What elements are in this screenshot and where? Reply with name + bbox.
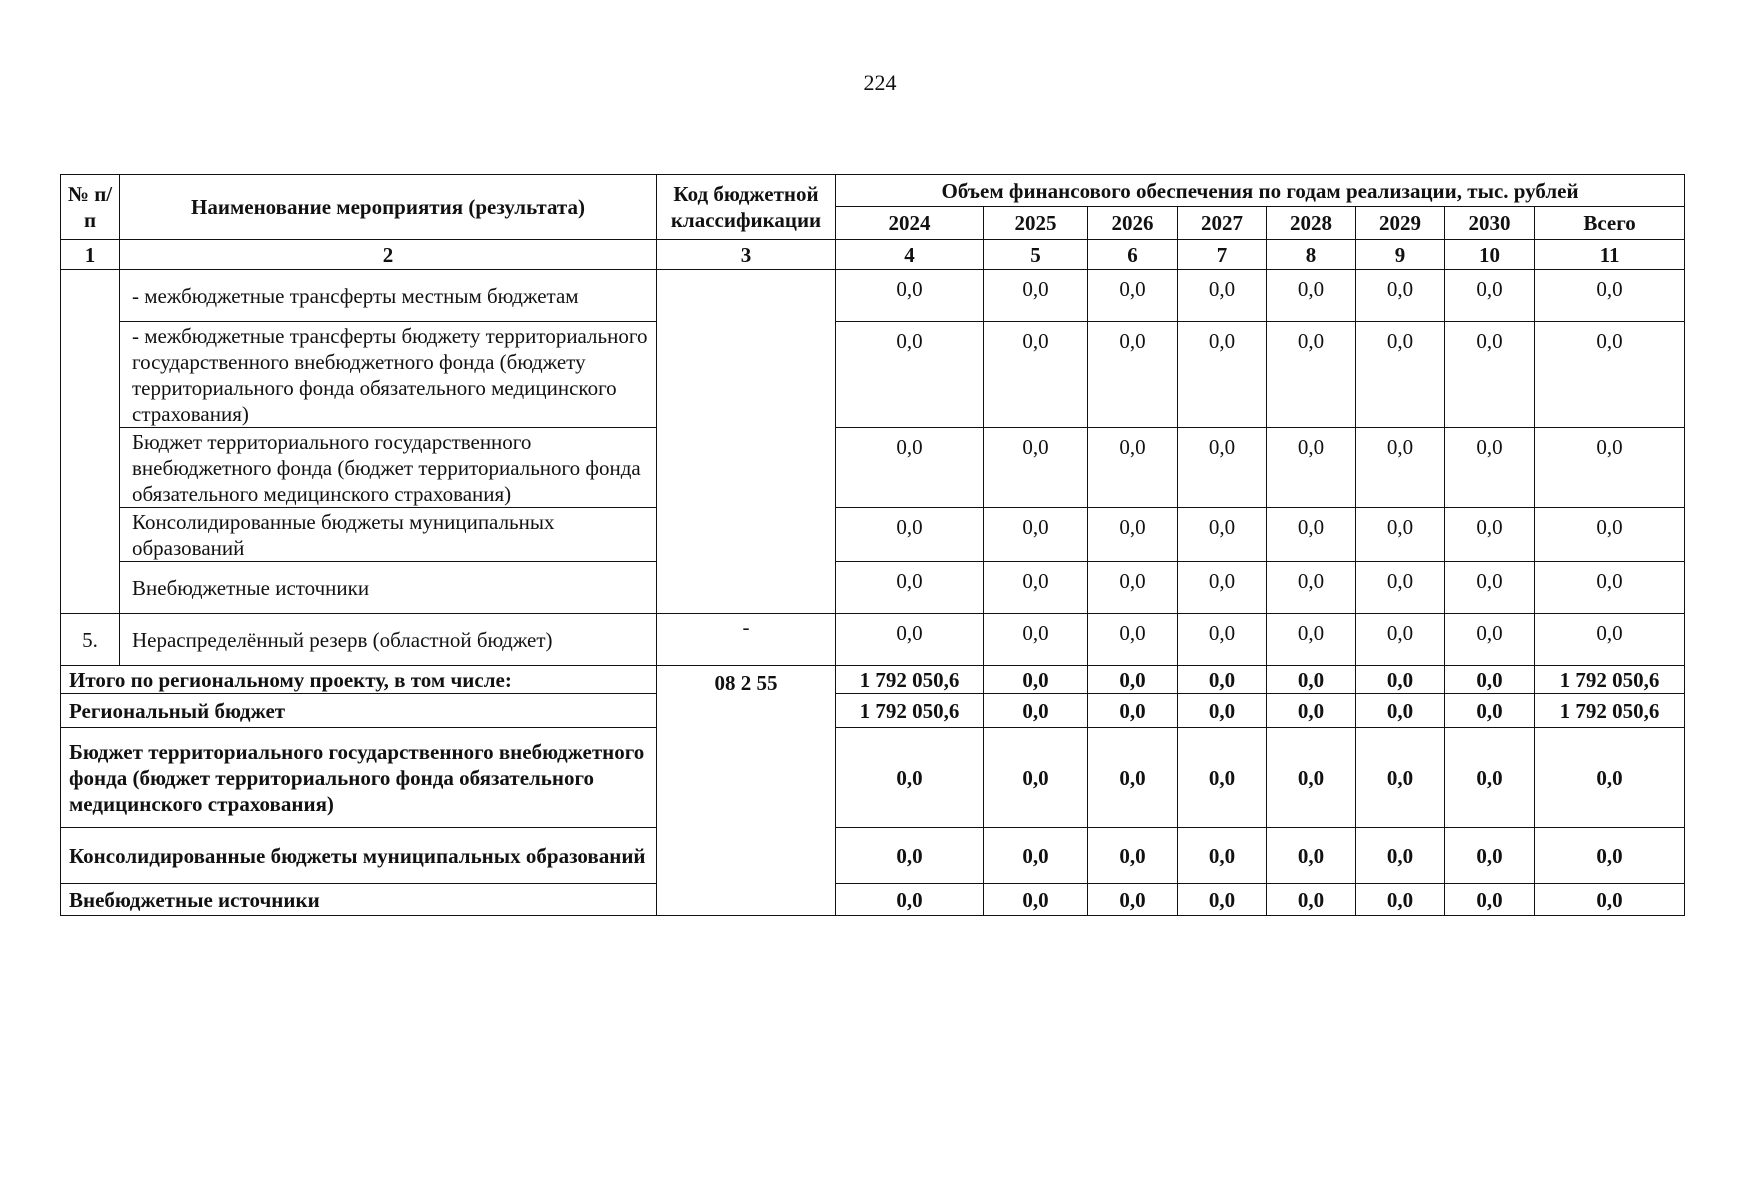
total-value: 0,0: [984, 884, 1088, 916]
value-cell: 0,0: [836, 428, 984, 508]
table-row: [61, 614, 1685, 666]
header-total: Всего: [1535, 207, 1685, 240]
total-value: 0,0: [1178, 694, 1267, 728]
total-name: Итого по региональному проекту, в том числе:: [61, 666, 657, 694]
column-index: 9: [1356, 240, 1445, 270]
column-index: 7: [1178, 240, 1267, 270]
value-cell: 0,0: [1178, 322, 1267, 428]
table-row: [61, 322, 1685, 428]
total-value: 0,0: [1535, 828, 1685, 884]
value-cell: 0,0: [1445, 322, 1535, 428]
total-name: Региональный бюджет: [61, 694, 657, 728]
table-row: [61, 270, 1685, 322]
value-cell: 0,0: [1356, 270, 1445, 322]
value-cell: 0,0: [1267, 562, 1356, 614]
total-value: 0,0: [1445, 728, 1535, 828]
total-value: 0,0: [1356, 884, 1445, 916]
total-value: 0,0: [1088, 694, 1178, 728]
total-value: 0,0: [984, 694, 1088, 728]
column-index: 5: [984, 240, 1088, 270]
total-value: 1 792 050,6: [836, 666, 984, 694]
total-value: 0,0: [1267, 728, 1356, 828]
header-year: 2027: [1178, 207, 1267, 240]
header-year: 2028: [1267, 207, 1356, 240]
value-cell: 0,0: [1356, 508, 1445, 562]
header-year: 2025: [984, 207, 1088, 240]
total-value: 0,0: [1088, 884, 1178, 916]
column-index: 3: [657, 240, 836, 270]
budget-table: [60, 174, 1685, 916]
total-value: 0,0: [836, 884, 984, 916]
value-cell: 0,0: [984, 508, 1088, 562]
header-year: 2029: [1356, 207, 1445, 240]
value-cell: 0,0: [836, 270, 984, 322]
total-value: 0,0: [1356, 694, 1445, 728]
header-num: № п/п: [61, 175, 120, 240]
total-value: 0,0: [1267, 666, 1356, 694]
page-number: 224: [863, 70, 897, 95]
value-cell: 0,0: [1535, 562, 1685, 614]
value-cell: 0,0: [1267, 428, 1356, 508]
value-cell: 0,0: [1445, 270, 1535, 322]
row-name: Нераспределённый резерв (областной бюджет): [120, 614, 657, 666]
table-row: [61, 428, 1685, 508]
column-index-row: [61, 240, 1685, 270]
value-cell: 0,0: [984, 614, 1088, 666]
total-value: 0,0: [1178, 666, 1267, 694]
row-code: -: [657, 614, 836, 666]
value-cell: 0,0: [1535, 428, 1685, 508]
row-name: Внебюджетные источники: [120, 562, 657, 614]
total-name: Внебюджетные источники: [61, 884, 657, 916]
value-cell: 0,0: [1445, 562, 1535, 614]
column-index: 4: [836, 240, 984, 270]
header-year: 2024: [836, 207, 984, 240]
value-cell: 0,0: [1356, 614, 1445, 666]
column-index: 11: [1535, 240, 1685, 270]
value-cell: 0,0: [1178, 508, 1267, 562]
value-cell: 0,0: [1267, 322, 1356, 428]
value-cell: 0,0: [1178, 428, 1267, 508]
total-value: 0,0: [1356, 666, 1445, 694]
value-cell: 0,0: [984, 270, 1088, 322]
total-value: 0,0: [1267, 694, 1356, 728]
total-value: 0,0: [1088, 828, 1178, 884]
value-cell: 0,0: [1535, 270, 1685, 322]
total-value: 0,0: [984, 728, 1088, 828]
total-value: 1 792 050,6: [1535, 666, 1685, 694]
header-year: 2030: [1445, 207, 1535, 240]
value-cell: 0,0: [1356, 322, 1445, 428]
value-cell: 0,0: [1178, 614, 1267, 666]
table-row: [61, 562, 1685, 614]
table-row: [61, 508, 1685, 562]
total-value: 0,0: [984, 666, 1088, 694]
row-name: Консолидированные бюджеты муниципальных образований: [120, 508, 657, 562]
total-value: 0,0: [1267, 884, 1356, 916]
total-name: Консолидированные бюджеты муниципальных образований: [61, 828, 657, 884]
total-value: 0,0: [1445, 884, 1535, 916]
total-value: 0,0: [1178, 728, 1267, 828]
row-name: - межбюджетные трансферты бюджету территориального государственного внебюджетного фонда (бюджету территориального фонда обязательного медицинского страхования): [120, 322, 657, 428]
total-row: [61, 694, 1685, 728]
value-cell: 0,0: [836, 614, 984, 666]
total-value: 0,0: [1088, 666, 1178, 694]
header-code: Код бюджетной классификации: [657, 175, 836, 240]
value-cell: 0,0: [1445, 614, 1535, 666]
column-index: 8: [1267, 240, 1356, 270]
value-cell: 0,0: [1088, 270, 1178, 322]
total-value: 0,0: [1445, 666, 1535, 694]
value-cell: 0,0: [1535, 322, 1685, 428]
value-cell: 0,0: [1535, 614, 1685, 666]
total-value: 1 792 050,6: [1535, 694, 1685, 728]
total-value: 1 792 050,6: [836, 694, 984, 728]
total-value: 0,0: [1178, 884, 1267, 916]
value-cell: 0,0: [1088, 614, 1178, 666]
header-year: 2026: [1088, 207, 1178, 240]
total-value: 0,0: [1445, 694, 1535, 728]
value-cell: 0,0: [984, 428, 1088, 508]
total-value: 0,0: [1356, 728, 1445, 828]
value-cell: 0,0: [1088, 508, 1178, 562]
column-index: 1: [61, 240, 120, 270]
value-cell: 0,0: [984, 322, 1088, 428]
value-cell: 0,0: [1088, 562, 1178, 614]
row-num: 5.: [61, 614, 120, 666]
row-name: Бюджет территориального государственного внебюджетного фонда (бюджет территориального фонда обязательного медицинского страхования): [120, 428, 657, 508]
total-value: 0,0: [1088, 728, 1178, 828]
value-cell: 0,0: [1178, 562, 1267, 614]
total-value: 0,0: [1267, 828, 1356, 884]
value-cell: 0,0: [836, 508, 984, 562]
total-value: 0,0: [836, 828, 984, 884]
total-value: 0,0: [1445, 828, 1535, 884]
table-header: [61, 175, 1685, 270]
value-cell: 0,0: [1356, 562, 1445, 614]
value-cell: 0,0: [1356, 428, 1445, 508]
total-row: [61, 666, 1685, 694]
total-code: 08 2 55: [657, 666, 836, 916]
total-value: 0,0: [1535, 728, 1685, 828]
value-cell: 0,0: [984, 562, 1088, 614]
value-cell: 0,0: [1267, 614, 1356, 666]
value-cell: 0,0: [1178, 270, 1267, 322]
row-num: [61, 270, 120, 614]
row-code: [657, 270, 836, 614]
column-index: 6: [1088, 240, 1178, 270]
total-value: 0,0: [984, 828, 1088, 884]
value-cell: 0,0: [1267, 508, 1356, 562]
column-index: 2: [120, 240, 657, 270]
header-name: Наименование мероприятия (результата): [120, 175, 657, 240]
value-cell: 0,0: [1088, 322, 1178, 428]
value-cell: 0,0: [836, 562, 984, 614]
total-row: [61, 728, 1685, 828]
row-name: - межбюджетные трансферты местным бюджетам: [120, 270, 657, 322]
column-index: 10: [1445, 240, 1535, 270]
total-value: 0,0: [836, 728, 984, 828]
value-cell: 0,0: [1445, 508, 1535, 562]
value-cell: 0,0: [836, 322, 984, 428]
value-cell: 0,0: [1535, 508, 1685, 562]
total-row: [61, 828, 1685, 884]
total-value: 0,0: [1178, 828, 1267, 884]
total-value: 0,0: [1535, 884, 1685, 916]
total-name: Бюджет территориального государственного внебюджетного фонда (бюджет территориального фонда обязательного медицинского страхования): [61, 728, 657, 828]
value-cell: 0,0: [1088, 428, 1178, 508]
header-funding: Объем финансового обеспечения по годам реализации, тыс. рублей: [836, 175, 1685, 207]
total-row: [61, 884, 1685, 916]
total-value: 0,0: [1356, 828, 1445, 884]
value-cell: 0,0: [1267, 270, 1356, 322]
value-cell: 0,0: [1445, 428, 1535, 508]
